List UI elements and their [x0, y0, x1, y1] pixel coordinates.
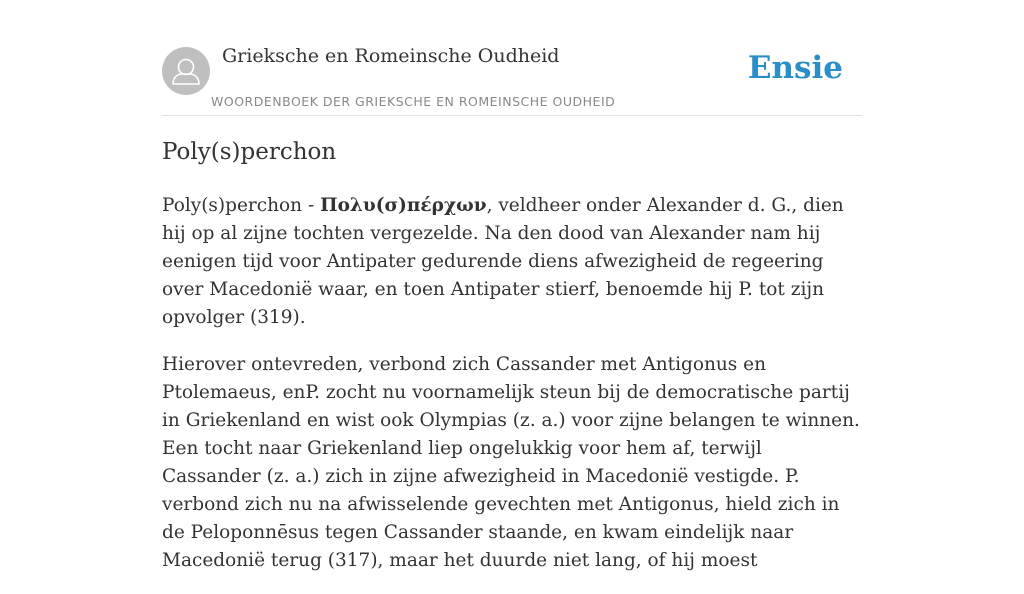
entry-text: , veldheer onder Alexander d. G., dien hij op al zijne tochten vergezelde. Na den dood van Alexander nam hij eenigen tijd voor Antipater gedurende diens afwezigheid de regeering over Macedonië waar, en toen Antipater stierf, benoemde hij P. tot zijn opvolger (319).: [162, 195, 844, 328]
source-title[interactable]: Grieksche en Romeinsche Oudheid: [222, 45, 560, 67]
entry-body: [162, 192, 862, 594]
user-icon: [162, 47, 210, 95]
source-subtitle: WOORDENBOEK DER GRIEKSCHE EN ROMEINSCHE OUDHEID: [211, 94, 616, 109]
brand-logo[interactable]: Ensie: [747, 50, 843, 86]
avatar[interactable]: [162, 47, 210, 95]
header: [162, 0, 862, 116]
page: [162, 0, 862, 571]
greek-name: Πολυ(σ)πέρχων: [320, 195, 487, 216]
entry-lead: Poly(s)perchon -: [162, 195, 321, 216]
entry-title: Poly(s)perchon: [162, 139, 337, 165]
entry-paragraph: Hierover ontevreden, verbond zich Cassander met Antigonus en Ptolemaeus, enP. zocht nu voornamelijk steun bij de democratische partij in Griekenland en wist ook Olympias (z. a.) voor zijne belangen te winnen. Een tocht naar Griekenland liep ongelukkig voor hem af, terwijl Cassander (z. a.) zich in zijne afwezigheid in Macedonië vestigde. P. verbond zich nu na afwisselende gevechten met Antigonus, hield zich in de Peloponnēsus tegen Cassander staande, en kwam eindelijk naar Macedonië terug (317), maar het duurde niet lang, of hij moest: [162, 354, 860, 571]
entry-paragraph: [162, 192, 862, 332]
